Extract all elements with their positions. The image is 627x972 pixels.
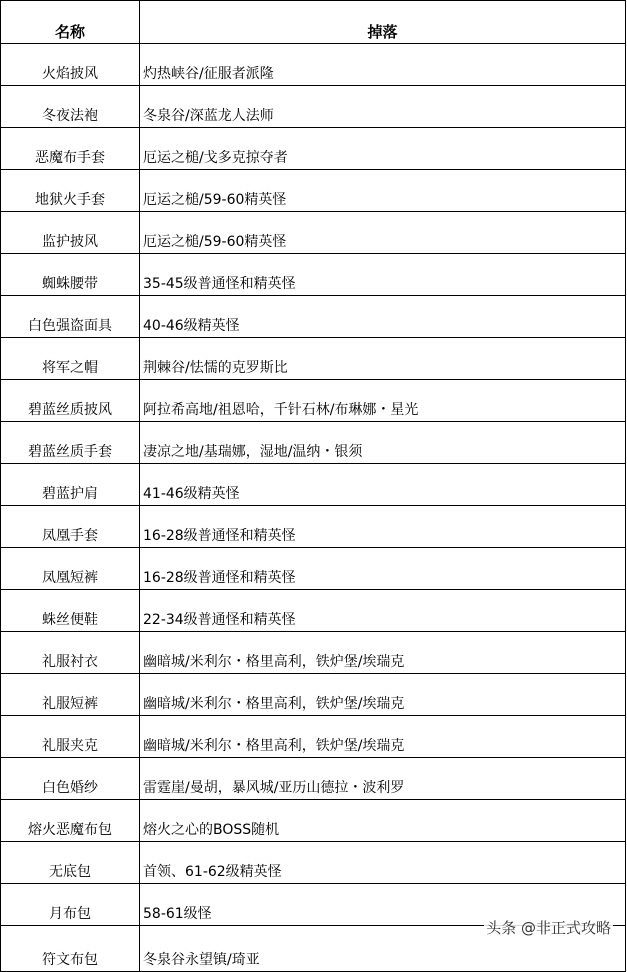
- drop-source-cell: 冬泉谷/深蓝龙人法师: [140, 86, 626, 128]
- watermark-text: 头条 @非正式攻略: [486, 919, 611, 937]
- table-row: [1, 170, 626, 212]
- item-name-cell: 地狱火手套: [1, 170, 140, 212]
- drop-source-cell: 幽暗城/米利尔・格里高利，铁炉堡/埃瑞克: [140, 674, 626, 716]
- drop-source-cell: 幽暗城/米利尔・格里高利，铁炉堡/埃瑞克: [140, 716, 626, 758]
- header-row: [1, 1, 626, 44]
- item-name-cell: 监护披风: [1, 212, 140, 254]
- item-name-cell: 礼服衬衣: [1, 632, 140, 674]
- item-name-cell: 礼服夹克: [1, 716, 140, 758]
- drop-source-cell: 阿拉希高地/祖恩哈，千针石林/布琳娜・星光: [140, 380, 626, 422]
- table-row: [1, 800, 626, 842]
- drop-source-cell: 40-46级精英怪: [140, 296, 626, 338]
- drop-source-cell: 16-28级普通怪和精英怪: [140, 506, 626, 548]
- drop-source-cell: 荆棘谷/怯懦的克罗斯比: [140, 338, 626, 380]
- table-row: [1, 338, 626, 380]
- table-row: [1, 296, 626, 338]
- item-name-cell: 碧蓝丝质手套: [1, 422, 140, 464]
- item-name-cell: 礼服短裤: [1, 674, 140, 716]
- drop-source-cell: 16-28级普通怪和精英怪: [140, 548, 626, 590]
- item-name-cell: 蛛丝便鞋: [1, 590, 140, 632]
- item-name-cell: 凤凰短裤: [1, 548, 140, 590]
- drop-source-cell: 首领、61-62级精英怪: [140, 842, 626, 884]
- table-row: [1, 212, 626, 254]
- item-name-cell: 碧蓝护肩: [1, 464, 140, 506]
- table-row: [1, 716, 626, 758]
- table-row: [1, 86, 626, 128]
- drop-source-cell: 幽暗城/米利尔・格里高利，铁炉堡/埃瑞克: [140, 632, 626, 674]
- header-drop: 掉落: [140, 1, 626, 44]
- drop-source-cell: 灼热峡谷/征服者派隆: [140, 44, 626, 86]
- table-row: [1, 674, 626, 716]
- drop-source-cell: 厄运之槌/59-60精英怪: [140, 170, 626, 212]
- drop-source-cell: 雷霆崖/曼胡，暴风城/亚历山德拉・波利罗: [140, 758, 626, 800]
- item-name-cell: 碧蓝丝质披风: [1, 380, 140, 422]
- item-name-cell: 月布包: [1, 884, 140, 926]
- table-row: [1, 422, 626, 464]
- item-name-cell: 白色强盗面具: [1, 296, 140, 338]
- drop-source-cell: 凄凉之地/基瑞娜，湿地/温纳・银须: [140, 422, 626, 464]
- table-row: [1, 632, 626, 674]
- item-name-cell: 白色婚纱: [1, 758, 140, 800]
- table-row: [1, 842, 626, 884]
- item-name-cell: 无底包: [1, 842, 140, 884]
- item-name-cell: 火焰披风: [1, 44, 140, 86]
- header-name: 名称: [1, 1, 140, 44]
- drop-source-cell: 熔火之心的BOSS随机: [140, 800, 626, 842]
- drop-source-cell: 58-61级怪: [140, 884, 626, 926]
- table-row: [1, 380, 626, 422]
- item-name-cell: 熔火恶魔布包: [1, 800, 140, 842]
- drop-source-cell: 冬泉谷永望镇/琦亚: [140, 926, 626, 972]
- drop-source-cell: 41-46级精英怪: [140, 464, 626, 506]
- drop-source-cell: 厄运之槌/戈多克掠夺者: [140, 128, 626, 170]
- table-row: [1, 758, 626, 800]
- item-name-cell: 凤凰手套: [1, 506, 140, 548]
- item-name-cell: 蜘蛛腰带: [1, 254, 140, 296]
- item-name-cell: 符文布包: [1, 926, 140, 972]
- table-row: [1, 548, 626, 590]
- item-name-cell: 恶魔布手套: [1, 128, 140, 170]
- drop-source-cell: 35-45级普通怪和精英怪: [140, 254, 626, 296]
- table-row: [1, 128, 626, 170]
- item-name-cell: 冬夜法袍: [1, 86, 140, 128]
- drop-source-cell: 厄运之槌/59-60精英怪: [140, 212, 626, 254]
- table-row: [1, 44, 626, 86]
- table-row: [1, 506, 626, 548]
- drop-source-cell: 22-34级普通怪和精英怪: [140, 590, 626, 632]
- table-row: [1, 590, 626, 632]
- item-name-cell: 将军之帽: [1, 338, 140, 380]
- table-row: [1, 464, 626, 506]
- table-row: [1, 254, 626, 296]
